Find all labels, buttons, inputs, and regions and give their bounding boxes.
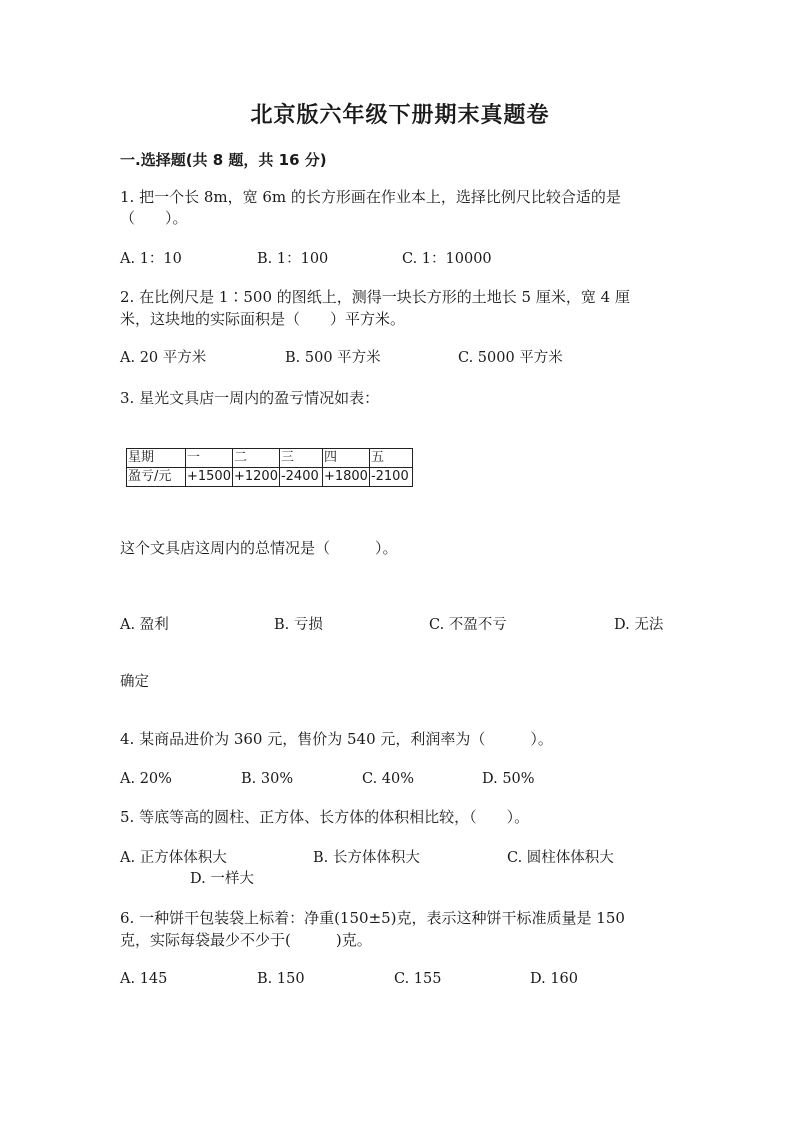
question-5-option-b: B. 长方体体积大 xyxy=(313,850,420,866)
question-1-line-2: （ ）。 xyxy=(120,209,188,227)
section-header: 一.选择题(共 8 题，共 16 分) xyxy=(120,151,327,169)
question-1-option-a: A. 1：10 xyxy=(120,251,182,267)
question-4-option-a: A. 20% xyxy=(120,771,172,787)
table-cell: -2400 xyxy=(279,468,322,487)
table-cell: +1500 xyxy=(186,468,233,487)
question-3-line-1: 3. 星光文具店一周内的盈亏情况如表： xyxy=(120,389,380,407)
question-5-option-a: A. 正方体体积大 xyxy=(120,850,227,866)
table-cell: 二 xyxy=(232,449,279,468)
question-1-option-b: B. 1：100 xyxy=(257,251,329,267)
question-2-option-c: C. 5000 平方米 xyxy=(458,350,563,366)
table-header-row xyxy=(127,449,413,468)
page-title: 北京版六年级下册期末真题卷 xyxy=(250,103,550,128)
question-3-option-a: A. 盈利 xyxy=(120,617,169,633)
question-6-line-1: 6. 一种饼干包装袋上标着：净重(150±5)克，表示这种饼干标准质量是 150 xyxy=(120,909,625,927)
question-3-option-d-continued: 确定 xyxy=(120,674,149,690)
question-6-option-a: A. 145 xyxy=(120,971,168,987)
question-4-option-c: C. 40% xyxy=(362,771,415,787)
question-3-option-d: D. 无法 xyxy=(614,617,664,633)
table-cell: 三 xyxy=(279,449,322,468)
question-4-line-1: 4. 某商品进价为 360 元，售价为 540 元，利润率为（ ）。 xyxy=(120,730,553,748)
question-1-option-c: C. 1：10000 xyxy=(402,251,492,267)
question-6-option-b: B. 150 xyxy=(257,971,305,987)
question-6-line-2: 克，实际每袋最少不少于( )克。 xyxy=(120,931,372,949)
table-cell: 四 xyxy=(322,449,369,468)
table-cell: 一 xyxy=(186,449,233,468)
table-cell: 盈亏/元 xyxy=(127,468,186,487)
table-cell: +1200 xyxy=(232,468,279,487)
table-cell: 五 xyxy=(369,449,412,468)
question-3-option-b: B. 亏损 xyxy=(274,617,323,633)
question-3-line-2: 这个文具店这周内的总情况是（ ）。 xyxy=(120,539,398,557)
question-6-option-d: D. 160 xyxy=(530,971,579,987)
question-6-option-c: C. 155 xyxy=(394,971,442,987)
question-5-option-c: C. 圆柱体体积大 xyxy=(507,850,614,866)
question-2-line-1: 2. 在比例尺是 1∶500 的图纸上，测得一块长方形的土地长 5 厘米，宽 4 厘 xyxy=(120,288,630,306)
table-cell: 星期 xyxy=(127,449,186,468)
question-5-line-1: 5. 等底等高的圆柱、正方体、长方体的体积相比较，（ ）。 xyxy=(120,808,530,826)
question-4-option-b: B. 30% xyxy=(241,771,294,787)
question-2-option-b: B. 500 平方米 xyxy=(285,350,381,366)
table-row xyxy=(127,468,413,487)
question-5-option-d: D. 一样大 xyxy=(190,871,254,887)
question-3-option-c: C. 不盈不亏 xyxy=(429,617,507,633)
table-cell: -2100 xyxy=(369,468,412,487)
question-1-line-1: 1. 把一个长 8m，宽 6m 的长方形画在作业本上，选择比例尺比较合适的是 xyxy=(120,188,621,206)
question-2-line-2: 米，这块地的实际面积是（ ）平方米。 xyxy=(120,310,406,328)
table-cell: +1800 xyxy=(322,468,369,487)
question-4-option-d: D. 50% xyxy=(482,771,535,787)
question-2-option-a: A. 20 平方米 xyxy=(120,350,207,366)
profit-loss-table xyxy=(126,448,413,487)
